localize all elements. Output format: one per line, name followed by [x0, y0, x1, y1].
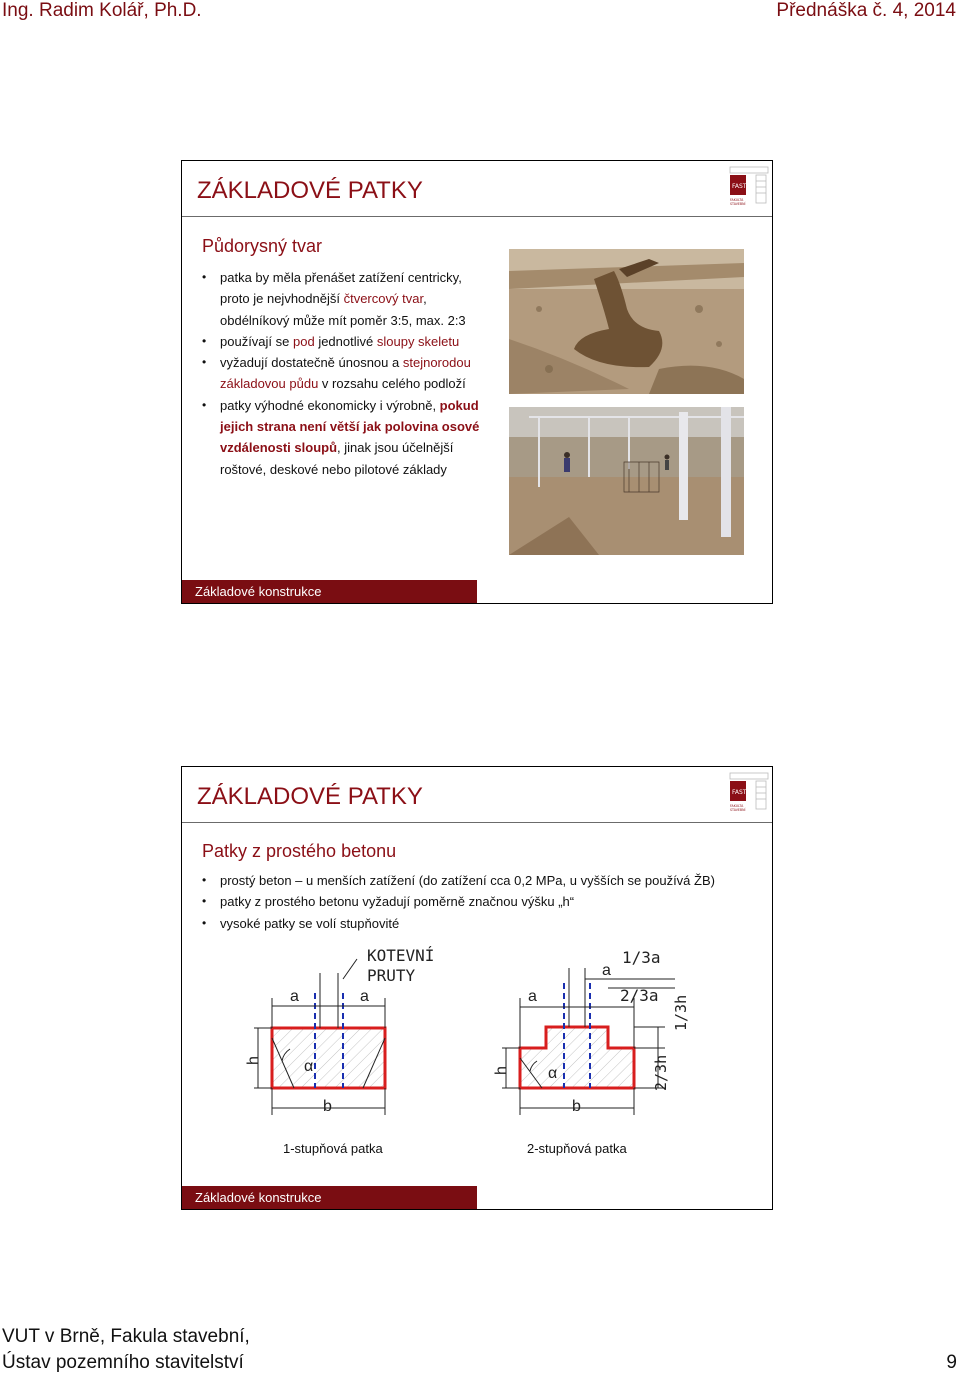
construction-site-photo: [509, 407, 744, 555]
anchor-bars-label-2: PRUTY: [367, 966, 416, 985]
bullet-text: v rozsahu celého podloží: [318, 376, 466, 392]
dim-one-third-a: 1/3a: [622, 948, 661, 967]
caption-one-step: 1-stupňová patka: [283, 1141, 383, 1156]
dim-b: b: [323, 1098, 332, 1115]
bullet-list: [202, 267, 492, 480]
dim-h: h: [245, 1056, 262, 1065]
fast-logo: [726, 769, 772, 819]
bullet-item: [202, 913, 762, 934]
slide-footer: Základové konstrukce: [182, 580, 477, 603]
footer-department: Ústav pozemního stavitelství: [2, 1352, 244, 1373]
anchor-bars-label-1: KOTEVNÍ: [367, 946, 435, 965]
bullet-text: vysoké patky se volí stupňovité: [220, 915, 400, 931]
bullet-text: vyžadují dostatečně únosnou a: [220, 355, 403, 371]
bullet-text: , obdélníkový může mít poměr 3:5, max. 2:3: [220, 291, 466, 328]
bullet-item: [202, 352, 492, 395]
bullet-text: používají se: [220, 333, 293, 349]
dim-two-third-h: 2/3h: [652, 1054, 670, 1091]
bullet-item: [202, 267, 492, 331]
bullet-text: pod: [293, 333, 315, 349]
bullet-text: stejnorodou základovou půdu: [220, 355, 471, 392]
slide-title: ZÁKLADOVÉ PATKY: [197, 783, 423, 810]
bullet-text: patky výhodné ekonomicky i výrobně,: [220, 397, 440, 413]
title-divider: [182, 216, 772, 217]
logo-text: FAST: [732, 789, 747, 796]
logo-text: FAST: [732, 183, 747, 190]
dim-one-third-h: 1/3h: [672, 994, 690, 1031]
slide-2: [181, 766, 773, 1210]
dim-two-third-a: 2/3a: [620, 986, 659, 1005]
fast-logo: [726, 163, 772, 213]
bullet-text: pokud jejich strana není větší jak polovina osové vzdálenosti sloupů: [220, 397, 480, 456]
slide-footer: Základové konstrukce: [182, 1186, 477, 1209]
dim-a-top: a: [602, 962, 611, 979]
bullet-item: [202, 870, 762, 891]
bullet-item: [202, 331, 492, 352]
bullet-text: patka by měla přenášet zatížení centricky, proto je nejvhodnější: [220, 270, 462, 307]
slide-title: ZÁKLADOVÉ PATKY: [197, 177, 423, 204]
dim-b: b: [572, 1098, 581, 1115]
bullet-item: [202, 395, 492, 480]
logo-sub1: FAKULTA: [730, 804, 744, 808]
excavation-photo: [509, 249, 744, 394]
logo-sub2: STAVEBNÍ: [730, 808, 746, 812]
bullet-text: jednotlivé: [314, 333, 377, 349]
dim-a-right: a: [360, 988, 369, 1005]
bullet-text: , jinak jsou účelnější roštové, deskové nebo pilotové základy: [220, 440, 454, 477]
logo-sub1: FAKULTA: [730, 198, 744, 202]
title-divider: [182, 822, 772, 823]
angle-alpha: α: [548, 1065, 558, 1082]
slide-1: [181, 160, 773, 604]
header-lecture: Přednáška č. 4, 2014: [776, 0, 956, 21]
footer-institution: VUT v Brně, Fakula stavební,: [2, 1326, 250, 1347]
dim-a-left: a: [528, 988, 537, 1005]
bullet-text: patky z prostého betonu vyžadují poměrně značnou výšku „h“: [220, 894, 575, 910]
bullet-item: [202, 891, 762, 912]
diagram-two-step-footing: [490, 943, 720, 1123]
bullet-text: čtvercový tvar: [343, 291, 424, 307]
bullet-text: prostý beton – u menších zatížení (do zatížení cca 0,2 MPa, u vyšších se používá ŽB): [220, 873, 715, 888]
angle-alpha: α: [304, 1058, 314, 1075]
dim-h: h: [493, 1066, 510, 1075]
header-author: Ing. Radim Kolář, Ph.D.: [2, 0, 202, 21]
diagram-one-step-footing: [242, 943, 442, 1123]
caption-two-step: 2-stupňová patka: [527, 1141, 627, 1156]
slide-subtitle: Patky z prostého betonu: [202, 841, 397, 861]
bullet-text: sloupy skeletu: [376, 333, 460, 349]
logo-sub2: STAVEBNÍ: [730, 202, 746, 206]
bullet-list: [202, 870, 762, 934]
dim-a-left: a: [290, 988, 299, 1005]
slide-subtitle: Půdorysný tvar: [202, 236, 323, 256]
page-number: 9: [946, 1352, 957, 1373]
